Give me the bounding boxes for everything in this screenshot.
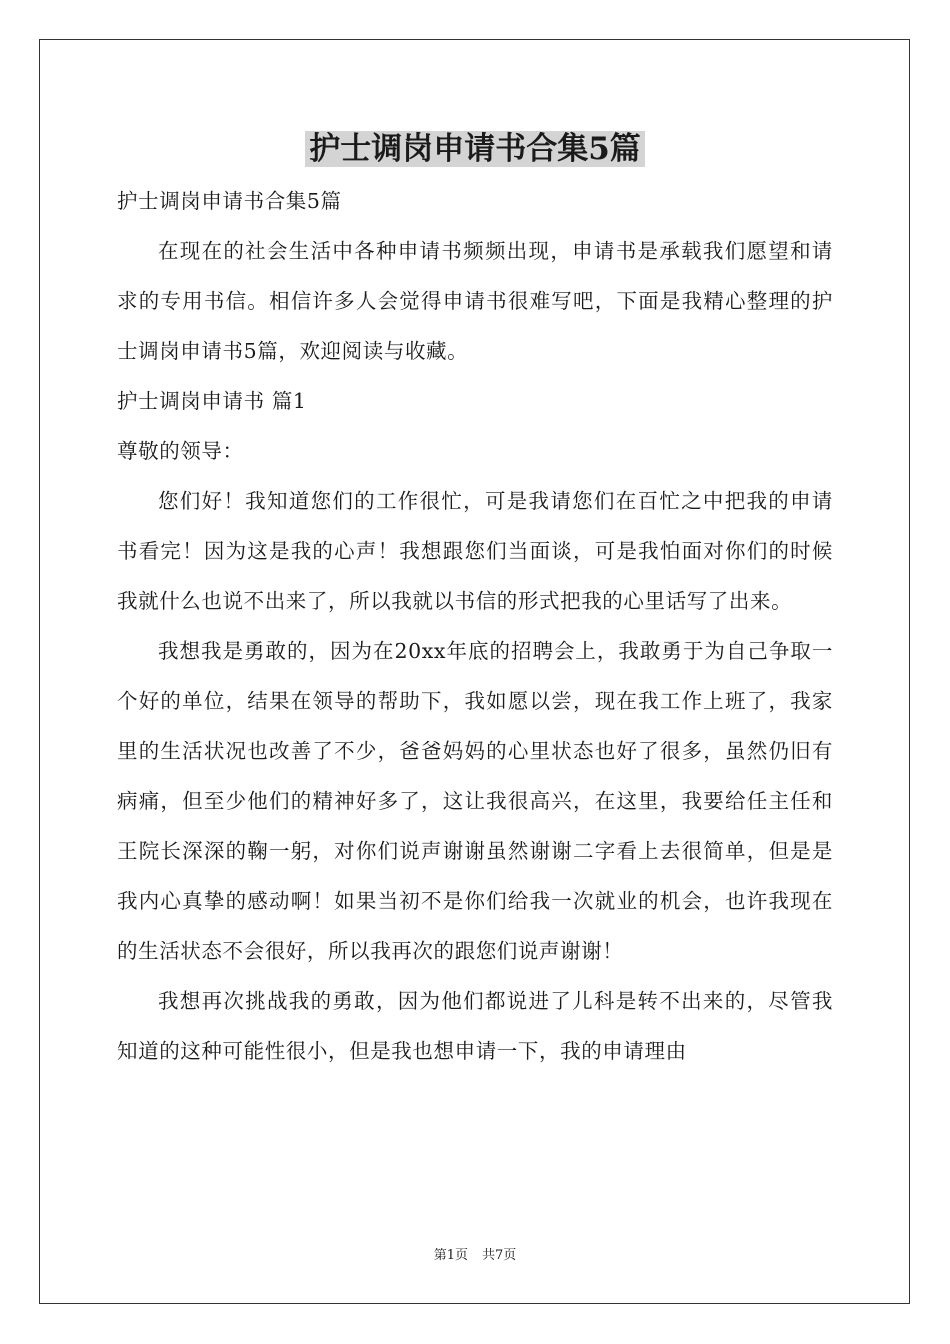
- page-total: 共7页: [482, 1248, 517, 1263]
- body-paragraph-3: 我想再次挑战我的勇敢，因为他们都说进了儿科是转不出来的，尽管我知道的这种可能性很小，但是我也想申请一下，我的申请理由: [117, 989, 833, 1063]
- body-paragraph-1: 您们好！我知道您们的工作很忙，可是我请您们在百忙之中把我的申请书看完！因为这是我的心声！我想跟您们当面谈，可是我怕面对你们的时候我就什么也说不出来了，所以我就以书信的形式把我的心里话写了出来。: [117, 489, 833, 613]
- subtitle-line: 护士调岗申请书合集5篇: [117, 189, 342, 213]
- section-heading: 护士调岗申请书 篇1: [117, 389, 307, 413]
- page-number: 第1页: [433, 1248, 468, 1263]
- intro-paragraph: 在现在的社会生活中各种申请书频频出现，申请书是承载我们愿望和请求的专用书信。相信许多人会觉得申请书很难写吧，下面是我精心整理的护士调岗申请书5篇，欢迎阅读与收藏。: [117, 239, 833, 363]
- document-title-text: 护士调岗申请书合集5篇: [305, 131, 645, 167]
- document-title: [0, 124, 950, 174]
- salutation: 尊敬的领导：: [117, 439, 244, 463]
- document-body: [117, 176, 833, 1076]
- page-footer: [0, 1246, 950, 1266]
- body-paragraph-2: 我想我是勇敢的，因为在20xx年底的招聘会上，我敢勇于为自己争取一个好的单位，结果在领导的帮助下，我如愿以尝，现在我工作上班了，我家里的生活状况也改善了不少，爸爸妈妈的心里状态也好了很多，虽然仍旧有病痛，但至少他们的精神好多了，这让我很高兴，在这里，我要给任主任和王院长深深的鞠一躬，对你们说声谢谢虽然谢谢二字看上去很简单，但是是我内心真挚的感动啊！如果当初不是你们给我一次就业的机会，也许我现在的生活状态不会很好，所以我再次的跟您们说声谢谢！: [117, 639, 833, 963]
